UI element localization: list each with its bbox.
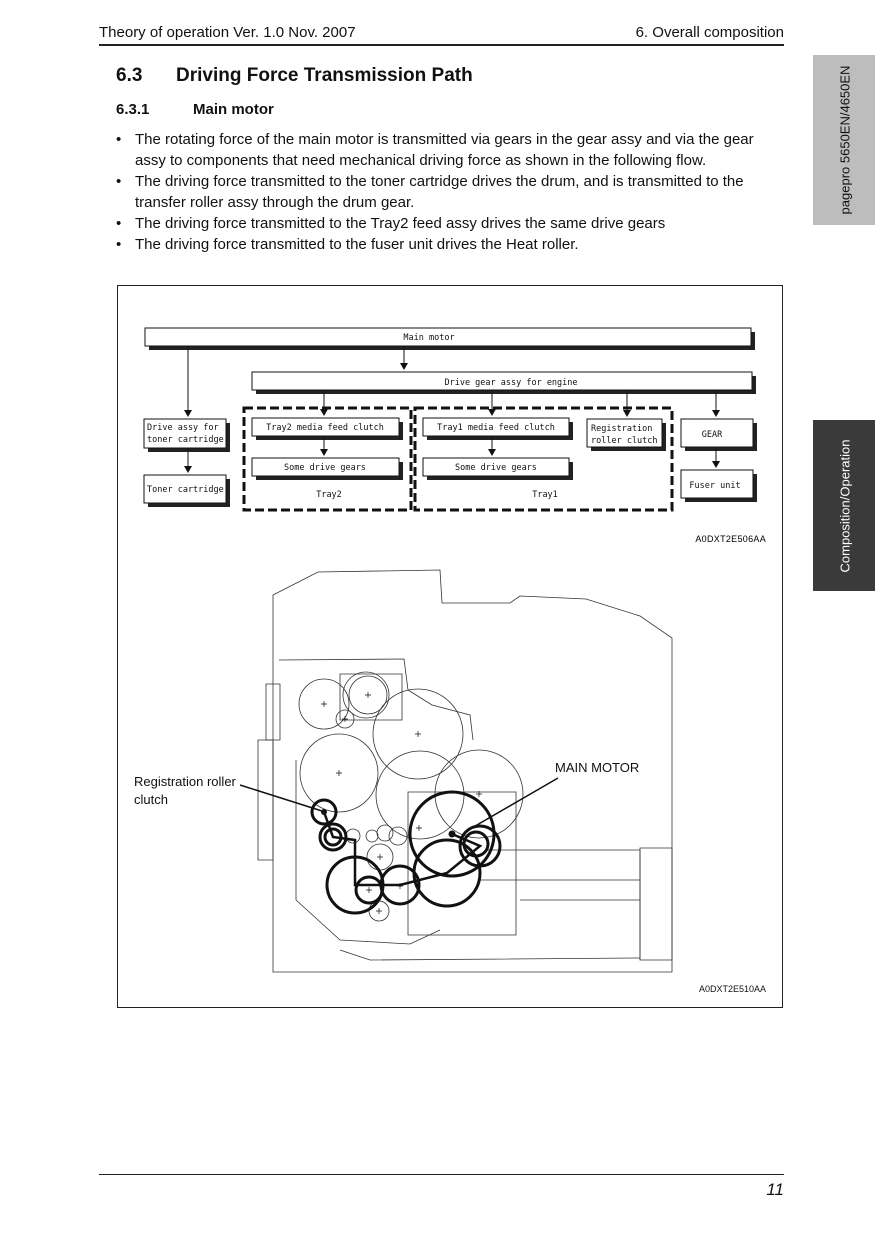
reg-clutch-label-line2: roller clutch bbox=[591, 436, 658, 446]
tray2-clutch-label: Tray2 media feed clutch bbox=[266, 423, 384, 433]
main-motor-callout-line bbox=[470, 778, 558, 829]
subsection-title: Main motor bbox=[193, 101, 274, 118]
flowchart-figure-code: A0DXT2E506AA bbox=[695, 534, 766, 544]
header-document-title: Theory of operation Ver. 1.0 Nov. 2007 bbox=[99, 24, 356, 41]
page-number: 11 bbox=[766, 1180, 784, 1199]
bullet-item: • The driving force transmitted to the fuser unit drives the Heat roller. bbox=[116, 234, 784, 255]
registration-callout-line2: clutch bbox=[134, 792, 168, 807]
drawing-figure-code: A0DXT2E510AA bbox=[698, 984, 766, 994]
drive-gear-assy-label: Drive gear assy for engine bbox=[444, 378, 578, 388]
main-motor-label: Main motor bbox=[403, 333, 455, 343]
toner-cartridge-label: Toner cartridge bbox=[147, 485, 224, 495]
tray1-label: Tray1 bbox=[532, 490, 558, 500]
drive-path-line bbox=[324, 812, 480, 885]
bullet-item: • The rotating force of the main motor is transmitted via gears in the gear assy and via the gear assy to components that need mechanical driving force as shown in the following flow. bbox=[116, 129, 784, 171]
subsection-number: 6.3.1 bbox=[116, 101, 150, 118]
main-motor-callout-label: MAIN MOTOR bbox=[555, 760, 640, 775]
section-title: Driving Force Transmission Path bbox=[176, 65, 473, 86]
tray2-label: Tray2 bbox=[316, 490, 342, 500]
bullet-item: • The driving force transmitted to the Tray2 feed assy drives the same drive gears bbox=[116, 213, 784, 234]
tray1-gears-label: Some drive gears bbox=[455, 463, 537, 473]
side-tab-chapter-label: Composition/Operation bbox=[837, 439, 852, 572]
header-chapter-title: 6. Overall composition bbox=[635, 24, 784, 41]
fuser-unit-label: Fuser unit bbox=[689, 481, 741, 491]
side-tab-model-label: pagepro 5650EN/4650EN bbox=[837, 65, 852, 215]
reg-clutch-label-line1: Registration bbox=[591, 424, 653, 434]
registration-callout-line bbox=[240, 785, 322, 811]
drive-assy-toner-label-line2: toner cartridge bbox=[147, 435, 224, 445]
section-number: 6.3 bbox=[116, 65, 143, 86]
tray2-gears-label: Some drive gears bbox=[284, 463, 366, 473]
footer-rule bbox=[99, 1174, 784, 1175]
registration-callout-line1: Registration roller bbox=[134, 774, 236, 789]
drive-assy-toner-label-line1: Drive assy for bbox=[147, 423, 219, 433]
bullet-item: • The driving force transmitted to the toner cartridge drives the drum, and is transmitted to the transfer roller assy through the drum gear. bbox=[116, 171, 784, 213]
flowchart bbox=[144, 328, 766, 544]
gear-label: GEAR bbox=[701, 430, 723, 440]
tray1-clutch-label: Tray1 media feed clutch bbox=[437, 423, 555, 433]
main-motor-hub bbox=[449, 831, 456, 838]
